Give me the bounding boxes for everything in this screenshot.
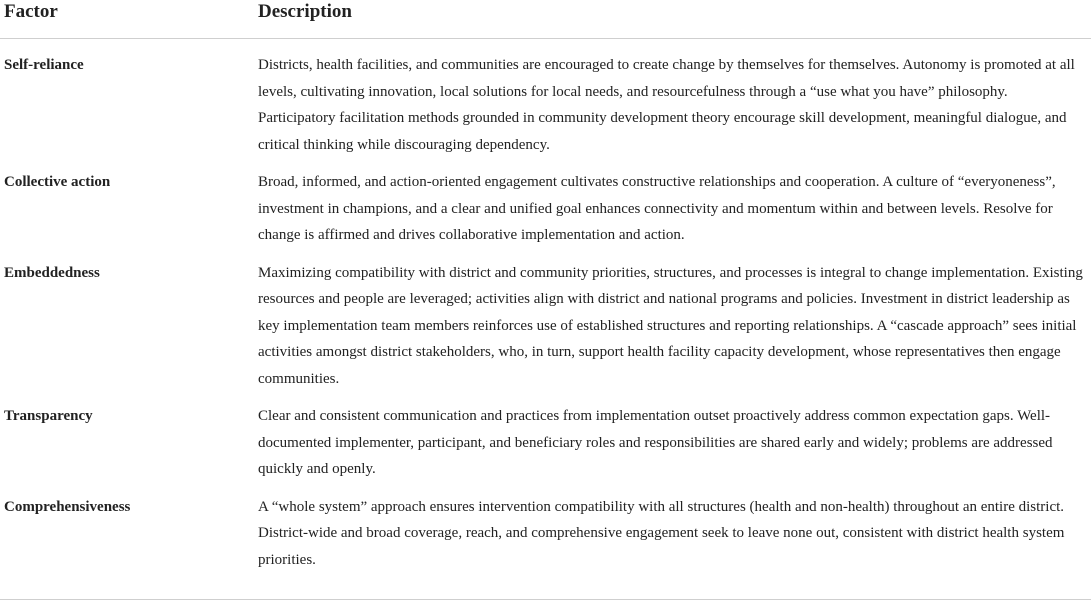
description-cell: Maximizing compatibility with district and community priorities, structures, and processes is integral to change implementation. Existing resources and people are leveraged; activities align with district and national programs and policies. Investment in district leadership as key implementation team members reinforces use of established structures and reporting relationships. A “cascade approach” sees initial activities amongst district stakeholders, who, in turn, support health facility capacity development, whose representatives then engage communities. bbox=[258, 264, 1083, 387]
bottom-rule bbox=[0, 599, 1091, 600]
description-cell: Clear and consistent communication and practices from implementation outset proactively address common expectation gaps. Well-documented implementer, participant, and beneficiary roles and responsibilities are shared early and widely; problems are addressed quickly and openly. bbox=[258, 408, 1053, 477]
table-row bbox=[0, 260, 1091, 393]
table-row bbox=[0, 403, 1091, 483]
factor-cell: Collective action bbox=[4, 174, 111, 190]
header-description: Description bbox=[258, 1, 352, 22]
table-row bbox=[0, 52, 1091, 158]
description-cell: Broad, informed, and action-oriented engagement cultivates constructive relationships and cooperation. A culture of “everyoneness”, investment in champions, and a clear and unified goal enhances connectivity and momentum within and between levels. Resolve for change is affirmed and drives collaborative implementation and action. bbox=[258, 174, 1056, 243]
header-factor: Factor bbox=[4, 1, 58, 22]
factor-cell: Self-reliance bbox=[4, 57, 84, 73]
table-row bbox=[0, 169, 1091, 249]
table-header bbox=[0, 0, 1091, 39]
description-cell: A “whole system” approach ensures intervention compatibility with all structures (health and non-health) throughout an entire district. District-wide and broad coverage, reach, and comprehensive engagement seek to leave none out, consistent with district health system priorities. bbox=[258, 498, 1065, 568]
factor-cell: Embeddedness bbox=[4, 264, 100, 281]
table-row bbox=[0, 494, 1091, 574]
factor-cell: Transparency bbox=[4, 408, 93, 424]
factor-cell: Comprehensiveness bbox=[4, 498, 131, 515]
description-cell: Districts, health facilities, and communities are encouraged to create change by themselves for themselves. Autonomy is promoted at all levels, cultivating innovation, local solutions for local needs, and resourcefulness through a “use what you have” philosophy. Participatory facilitation methods grounded in community development theory encourage skill development, meaningful dialogue, and critical thinking while discouraging dependency. bbox=[258, 57, 1075, 153]
